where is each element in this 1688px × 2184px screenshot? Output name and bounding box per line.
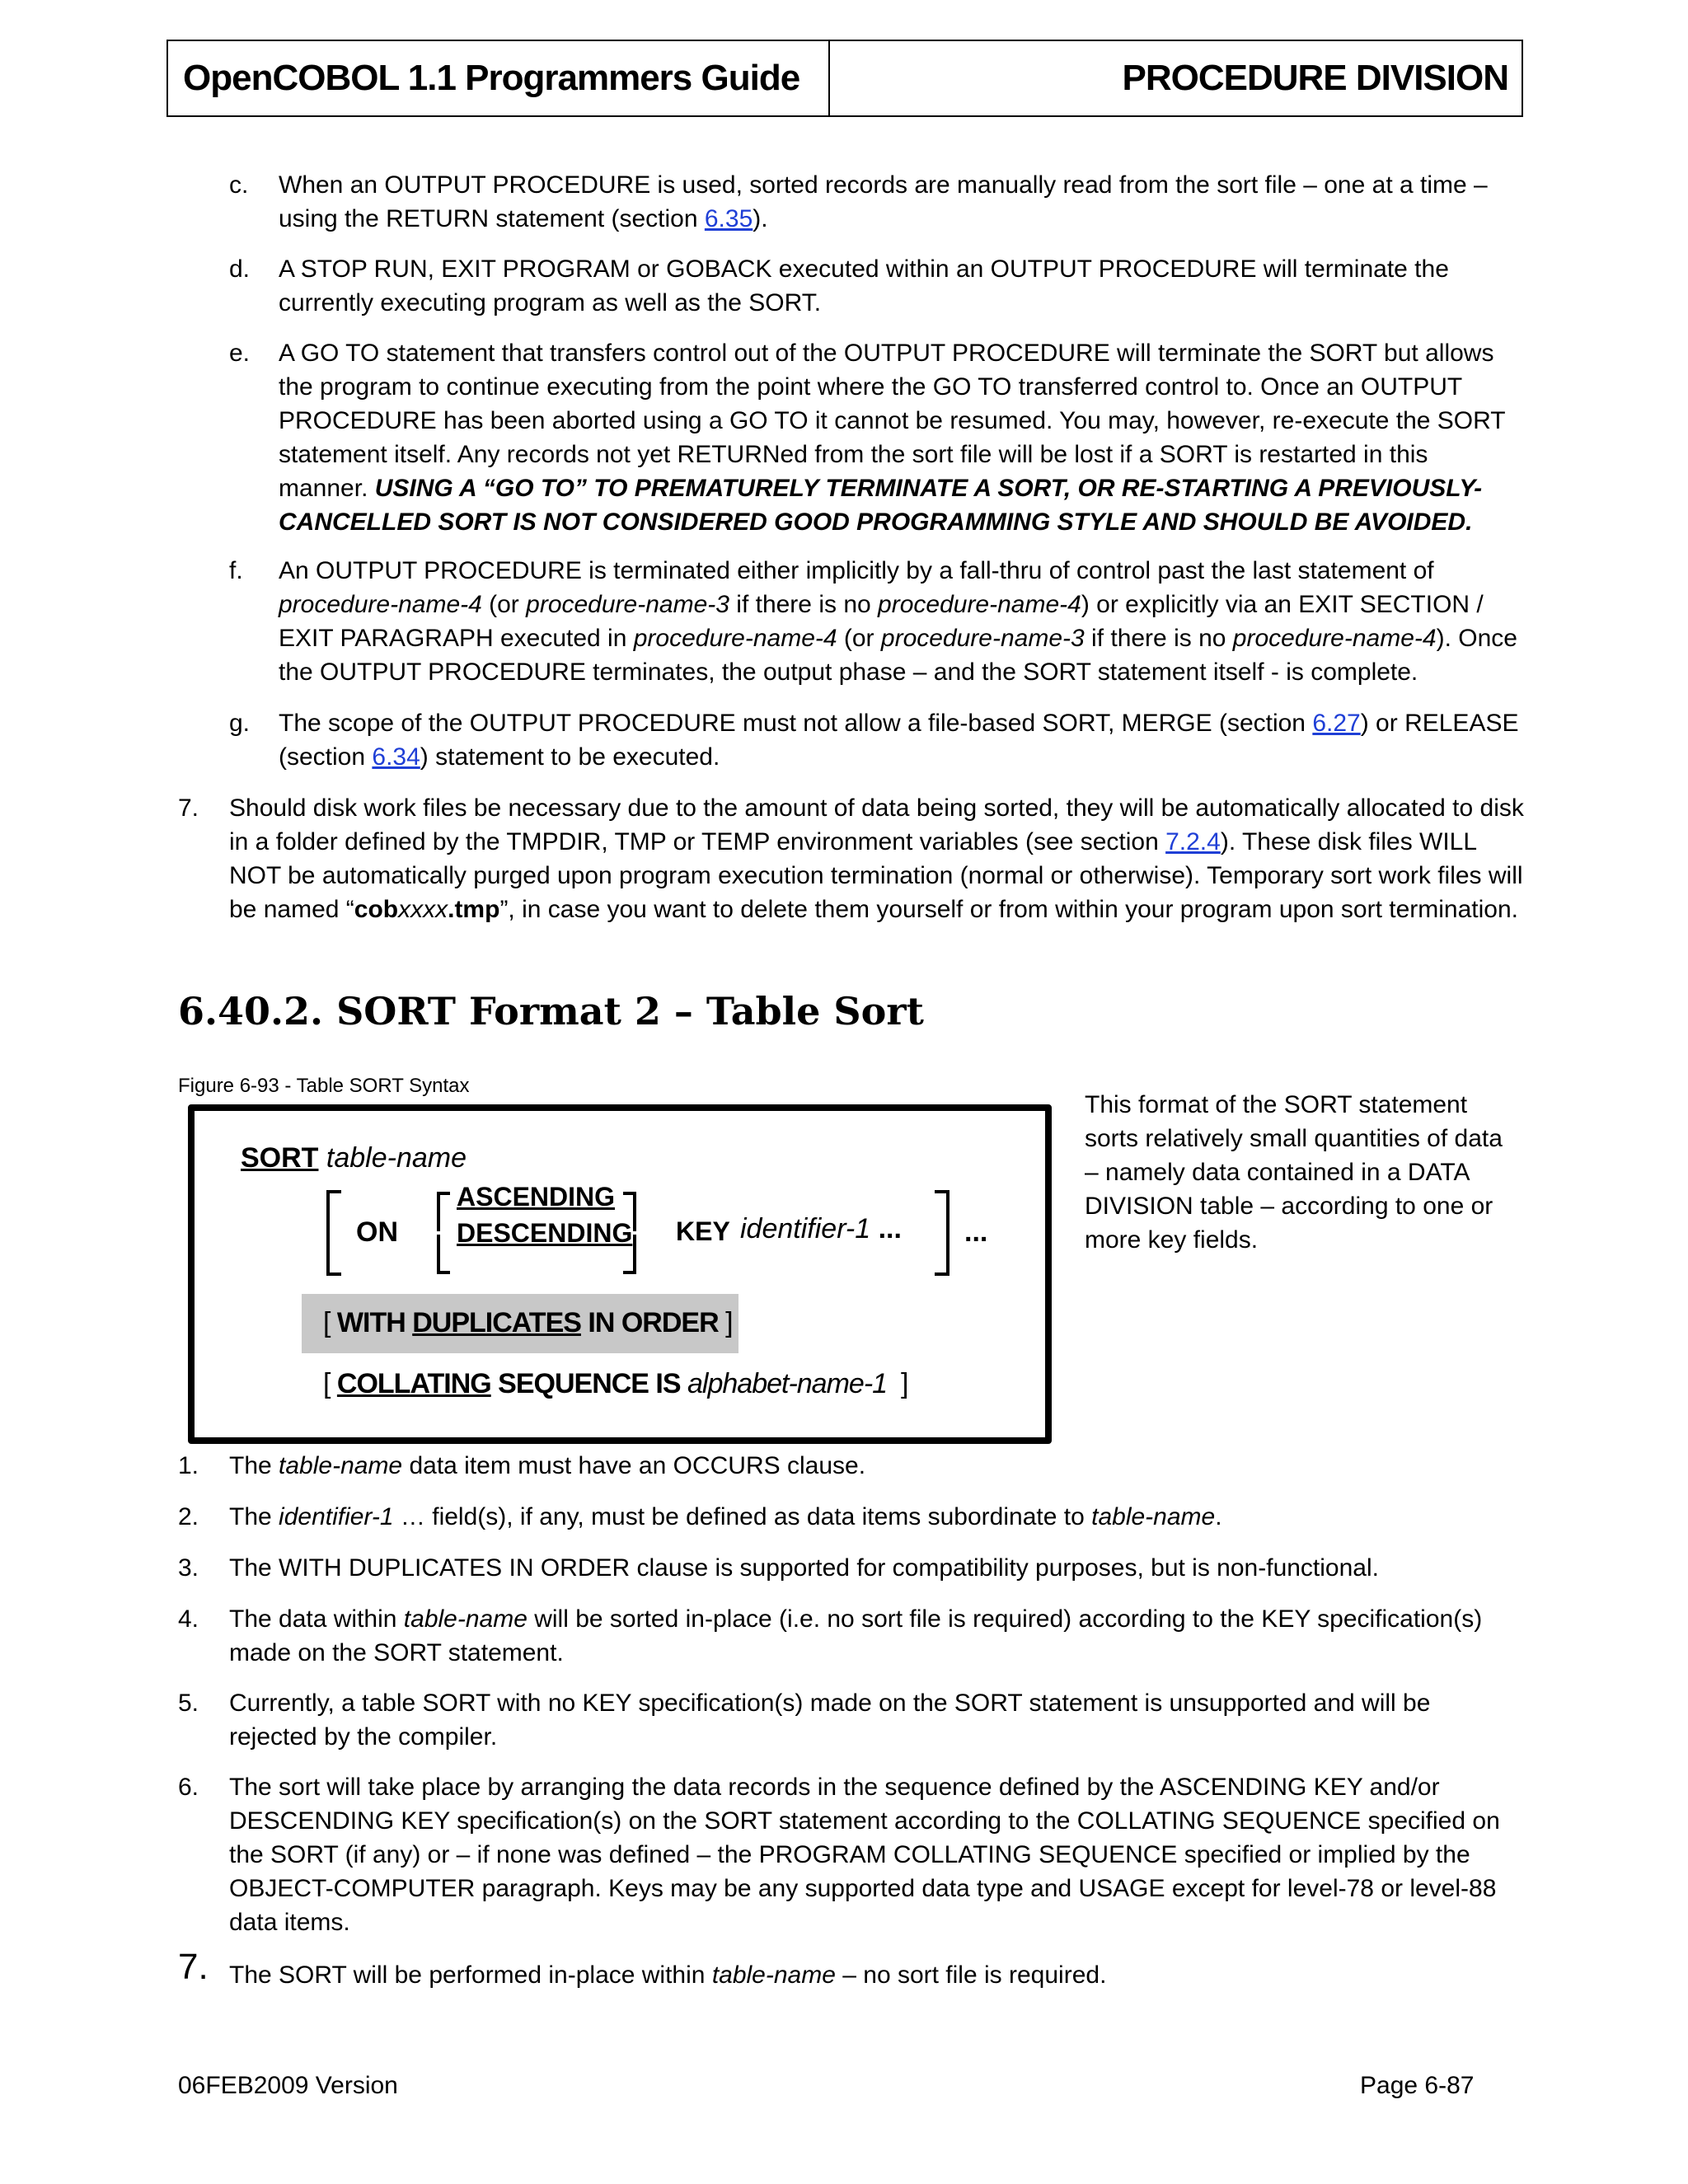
text-segment: The sort will take place by arranging the data records in the sequence defined by the ASCENDING KEY and/or DESCENDING KEY specification(s) on the SORT statement according to the COLLATING SEQUENCE specified on the SORT (if any) or – if none was defined – the PROGRAM COLLATING SEQUENCE specified or implied by the OBJECT-COMPUTER paragraph. Keys may be any supported data type and USAGE except for level-78 or level-88 data items.	[229, 1774, 1500, 1936]
text-segment: A STOP RUN, EXIT PROGRAM or GOBACK executed within an OUTPUT PROCEDURE will terminate the currently executing program as well as the SORT.	[279, 255, 1449, 316]
bracket-close: ]	[718, 1307, 733, 1338]
list-marker: 4.	[178, 1605, 199, 1633]
text-segment: identifier-1	[279, 1503, 394, 1530]
left-curly-brace-top	[437, 1192, 450, 1231]
list-item-text	[229, 1770, 1525, 1939]
list-item-text	[229, 1686, 1525, 1754]
with-keyword: WITH	[336, 1307, 406, 1338]
text-segment: (or	[481, 591, 527, 618]
list-item-text	[279, 554, 1523, 689]
in-order-keyword: IN ORDER	[588, 1307, 719, 1338]
list-marker: d.	[229, 255, 251, 283]
text-segment: procedure-name-4	[279, 591, 482, 618]
ascending-keyword: ASCENDING	[457, 1182, 616, 1212]
text-segment: The SORT will be performed in-place within	[229, 1961, 712, 1989]
descending-keyword: DESCENDING	[457, 1218, 633, 1248]
header-guide-title	[168, 41, 830, 115]
list-item-text	[229, 1958, 1525, 1992]
text-segment: procedure-name-3	[526, 591, 729, 618]
syntax-line-collating	[323, 1368, 907, 1400]
text-segment: procedure-name-4	[878, 591, 1081, 618]
section-heading: 6.40.2. SORT Format 2 – Table Sort	[178, 989, 924, 1033]
list-marker: 6.	[178, 1774, 199, 1801]
list-marker: c.	[229, 171, 249, 199]
section-link[interactable]: 6.34	[372, 743, 420, 771]
list-marker: f.	[229, 557, 243, 584]
sequence-is-keyword: SEQUENCE IS	[498, 1368, 681, 1399]
figure-caption: Figure 6-93 - Table SORT Syntax	[178, 1075, 470, 1097]
text-segment: ) statement to be executed.	[420, 743, 720, 771]
text-segment: table-name	[711, 1961, 836, 1989]
text-segment: USING A “GO TO” TO PREMATURELY TERMINATE A SORT, OR RE-STARTING A PREVIOUSLY-CANCELLED SORT IS NOT CONSIDERED GOOD PROGRAMMING STYLE AND SHOULD BE AVOIDED.	[279, 475, 1483, 536]
list-item-text	[279, 706, 1523, 774]
list-marker: 7.	[178, 794, 199, 822]
section-link[interactable]: 6.27	[1312, 710, 1361, 737]
list-marker: g.	[229, 710, 251, 737]
text-segment: if there is no	[1084, 625, 1233, 652]
list-marker: 3.	[178, 1554, 199, 1582]
list-marker: 5.	[178, 1690, 199, 1717]
list-marker: 2.	[178, 1503, 199, 1530]
section-link[interactable]: 7.2.4	[1165, 828, 1221, 855]
text-segment: The data within	[229, 1605, 404, 1633]
text-segment: A GO TO statement that transfers control out of the OUTPUT PROCEDURE will terminate the SORT but allows the program to continue executing from the point where the GO TO transferred control to. Once an OUTPUT PROCEDURE has been aborted using a GO TO it cannot be resumed. You may, however, re-execute the SORT statement itself. Any records not yet RETURNed from the sort file will be lost if a SORT is restarted in this manner.	[279, 340, 1506, 502]
collating-keyword: COLLATING	[336, 1368, 491, 1399]
text-segment: cob	[354, 896, 399, 923]
syntax-line-with-duplicates	[323, 1307, 733, 1339]
list-marker: 7.	[178, 1947, 209, 1987]
text-segment: Should disk work files be necessary due to the amount of data being sorted, they will be automatically allocated to disk in a folder defined by the TMPDIR, TMP or TEMP environment variables (see section	[229, 794, 1524, 855]
text-segment: When an OUTPUT PROCEDURE is used, sorted records are manually read from the sort file – one at a time – using the RETURN statement (section	[279, 171, 1488, 232]
header-division-title-text: PROCEDURE DIVISION	[1122, 58, 1508, 98]
text-segment: ) or RELEASE (section	[279, 710, 1519, 771]
header-division-title	[830, 41, 1522, 115]
right-curly-brace-bottom	[623, 1235, 636, 1274]
header-guide-title-text: OpenCOBOL 1.1 Programmers Guide	[183, 58, 800, 98]
text-segment: An OUTPUT PROCEDURE is terminated either implicitly by a fall-thru of control past the last statement of	[279, 557, 1434, 584]
text-segment: if there is no	[729, 591, 879, 618]
text-segment: ) or explicitly via an EXIT SECTION / EXIT PARAGRAPH executed in	[279, 591, 1484, 652]
text-segment: ). These disk files WILL NOT be automatically purged upon program execution termination (normal or otherwise). Temporary sort work files will be named “	[229, 828, 1523, 923]
list-item-text	[279, 336, 1523, 539]
bracket-open: [	[323, 1368, 337, 1399]
text-segment: xxxx	[398, 896, 448, 923]
right-square-bracket	[935, 1190, 950, 1276]
list-item-text	[229, 1602, 1525, 1670]
format-description: This format of the SORT statement sorts relatively small quantities of data – namely data contained in a DATA DIVISION table – according to one or more key fields.	[1085, 1091, 1503, 1254]
list-item-text	[229, 1449, 1525, 1483]
text-segment: will be sorted in-place (i.e. no sort file is required) according to the KEY specification(s) made on the SORT statement.	[229, 1605, 1483, 1666]
text-segment: The WITH DUPLICATES IN ORDER clause is supported for compatibility purposes, but is non-functional.	[229, 1554, 1379, 1582]
page-header	[166, 40, 1523, 117]
identifier-ellipsis: ...	[878, 1213, 902, 1244]
bracket-open: [	[323, 1307, 337, 1338]
text-segment: procedure-name-4	[633, 625, 837, 652]
left-curly-brace-bottom	[437, 1235, 450, 1274]
section-link[interactable]: 6.35	[704, 205, 753, 232]
syntax-diagram	[188, 1104, 1052, 1444]
text-segment: … field(s), if any, must be defined as data items subordinate to	[393, 1503, 1092, 1530]
text-segment: Currently, a table SORT with no KEY specification(s) made on the SORT statement is unsupported and will be rejected by the compiler.	[229, 1690, 1431, 1750]
text-segment: ”, in case you want to delete them yourself or from within your program upon sort termination.	[499, 896, 1519, 923]
table-name-placeholder: table-name	[326, 1142, 467, 1174]
text-segment: The	[229, 1452, 279, 1479]
bracket-close: ]	[900, 1368, 908, 1399]
alphabet-name-placeholder: alphabet-name-1	[687, 1368, 888, 1399]
on-keyword: ON	[356, 1216, 398, 1248]
syntax-identifier	[740, 1213, 902, 1245]
text-segment: The scope of the OUTPUT PROCEDURE must not allow a file-based SORT, MERGE (section	[279, 710, 1313, 737]
list-item-text	[229, 1500, 1525, 1534]
text-segment: – no sort file is required.	[835, 1961, 1107, 1989]
text-segment: table-name	[403, 1605, 528, 1633]
repeat-ellipsis: ...	[964, 1216, 988, 1248]
text-segment: procedure-name-3	[880, 625, 1085, 652]
text-segment: The	[229, 1503, 279, 1530]
list-item-text	[279, 168, 1523, 236]
text-segment: (or	[837, 625, 881, 652]
list-item-text	[279, 252, 1523, 320]
left-square-bracket	[326, 1190, 341, 1276]
sort-keyword: SORT	[241, 1142, 319, 1174]
text-segment: procedure-name-4	[1232, 625, 1437, 652]
text-segment: table-name	[279, 1452, 403, 1479]
key-keyword: KEY	[676, 1216, 730, 1246]
footer-version: 06FEB2009 Version	[178, 2072, 398, 2099]
text-segment: data item must have an OCCURS clause.	[402, 1452, 866, 1479]
list-marker: 1.	[178, 1452, 199, 1479]
text-segment: table-name	[1091, 1503, 1216, 1530]
text-segment: ).	[753, 205, 768, 232]
text-segment: .tmp	[448, 896, 500, 923]
duplicates-keyword: DUPLICATES	[412, 1307, 581, 1338]
list-item-text	[229, 791, 1525, 926]
list-marker: e.	[229, 340, 251, 367]
text-segment: ). Once the OUTPUT PROCEDURE terminates, the output phase – and the SORT statement itself - is complete.	[279, 625, 1517, 686]
footer-page-number: Page 6-87	[1360, 2072, 1475, 2099]
text-segment: .	[1215, 1503, 1222, 1530]
identifier-placeholder: identifier-1	[740, 1213, 871, 1244]
syntax-line-sort	[241, 1142, 467, 1174]
right-curly-brace-top	[623, 1192, 636, 1231]
list-item-text	[229, 1551, 1525, 1585]
